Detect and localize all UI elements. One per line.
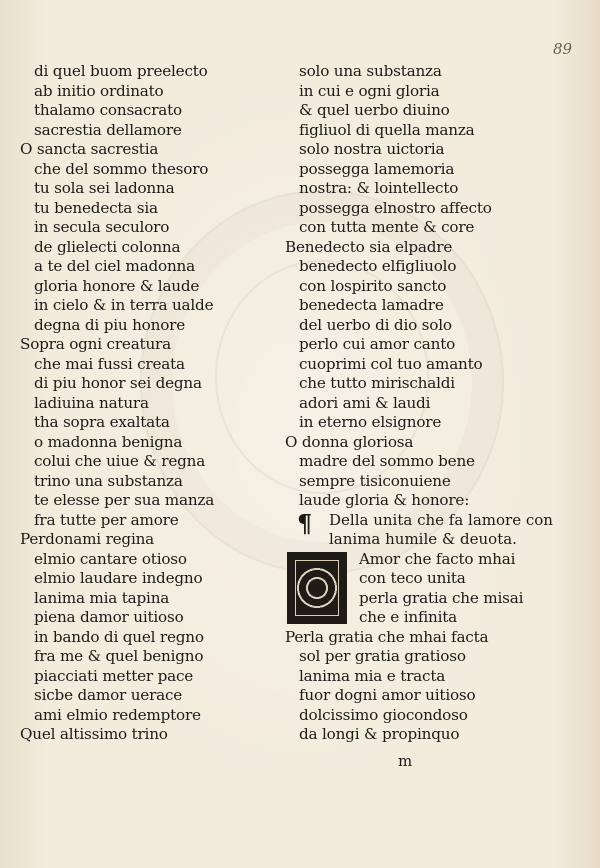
verse-line: di piu honor sei degna [34,374,202,392]
verse-line: piacciati metter pace [34,666,194,685]
verse-line: che tutto mirischaldi [299,374,455,392]
rubric-line: lanima humile & deuota. [329,530,517,548]
verse-line: fuor dogni amor uitioso [299,686,476,704]
verse-line: nostra: & lointellecto [299,179,459,197]
verse-line: figliuol di quella manza [299,120,475,139]
verse-line: laude gloria & honore: [299,491,470,509]
verse-line: elmio laudare indegno [34,569,203,587]
verse-line: che e infinita [359,608,458,626]
verse-line: da longi & propinquo [299,725,460,743]
verse-line: lanima mia e tracta [299,666,446,685]
verse-line: perlo cui amor canto [299,335,456,353]
verse-line: ab initio ordinato [34,81,164,100]
verse-line: perla gratia che misai [359,588,524,607]
verse-line: tu sola sei ladonna [34,179,175,197]
verse-line: possegga lamemoria [299,159,455,178]
verse-line: o madonna benigna [34,432,183,451]
verse-line: trino una substanza [34,471,183,490]
right-column-verses [285,62,585,511]
verse-line: che del sommo thesoro [34,159,209,178]
verse-line: degna di piu honore [34,315,185,334]
verse-line: con lospirito sancto [299,276,447,295]
verse-line: Perla gratia che mhai facta [285,627,489,646]
verse-line: gloria honore & laude [34,276,200,295]
verse-line: Sopra ogni creatura [20,335,171,353]
verse-line: lanima mia tapina [34,588,170,607]
verse-line: ami elmio redemptore [34,705,201,724]
verse-line: cuoprimi col tuo amanto [299,354,483,373]
verse-line: tu benedecta sia [34,198,158,217]
verse-line: ladiuina natura [34,393,149,412]
initial-stanza [285,550,585,628]
verse-line: Amor che facto mhai [359,549,516,568]
verse-line: te elesse per sua manza [34,491,215,509]
verse-line: di quel buom preelecto [34,62,208,80]
initial-ornament [295,560,339,616]
verse-line: sol per gratia gratioso [299,647,466,665]
verse-line: con tutta mente & core [299,218,475,236]
pilcrow-mark: ¶ [297,508,313,538]
left-column [20,62,270,745]
decorated-initial-o [287,552,347,624]
right-column [285,62,585,745]
rubric-heading [285,508,585,550]
verse-line: thalamo consacrato [34,101,182,119]
verse-line: sicbe damor uerace [34,686,183,704]
verse-line: fra me & quel benigno [34,647,204,665]
verse-line: in cui e ogni gloria [299,81,440,100]
verse-line: & quel uerbo diuino [299,101,450,119]
verse-line: con teco unita [359,569,466,587]
verse-line: benedecta lamadre [299,296,444,314]
verse-line: in cielo & in terra ualde [34,296,214,314]
verse-line: in eterno elsignore [299,413,442,431]
right-column-verses-end [285,628,585,745]
verse-line: Quel altissimo trino [20,725,168,743]
verse-line: sempre tisiconuiene [299,471,451,490]
folio-number: 89 [553,40,573,58]
verse-line: sacrestia dellamore [34,120,182,139]
verse-line: elmio cantare otioso [34,549,187,568]
verse-line: in secula seculoro [34,218,170,236]
signature-mark: m [398,752,414,770]
verse-line: solo nostra uictoria [299,140,445,158]
verse-line: tha sopra exaltata [34,413,170,431]
verse-line: che mai fussi creata [34,354,185,373]
verse-line: del uerbo di dio solo [299,315,452,334]
verse-line: Benedecto sia elpadre [285,237,453,256]
verse-line: Perdonami regina [20,530,155,548]
verse-line: adori ami & laudi [299,393,431,412]
verse-line: colui che uiue & regna [34,452,206,470]
rubric-line: Della unita che fa lamore con [329,510,553,529]
verse-line: O sancta sacrestia [20,140,159,158]
verse-line: de glielecti colonna [34,237,181,256]
verse-line: piena damor uitioso [34,608,184,626]
verse-line: madre del sommo bene [299,452,475,470]
verse-line: a te del ciel madonna [34,257,195,275]
verse-line: benedecto elfigliuolo [299,257,457,275]
verse-line: O donna gloriosa [285,432,414,451]
verse-line: fra tutte per amore [34,510,179,529]
verse-line: dolcissimo giocondoso [299,705,468,724]
verse-line: solo una substanza [299,62,442,80]
verse-line: possegga elnostro affecto [299,198,492,217]
verse-line: in bando di quel regno [34,627,204,646]
